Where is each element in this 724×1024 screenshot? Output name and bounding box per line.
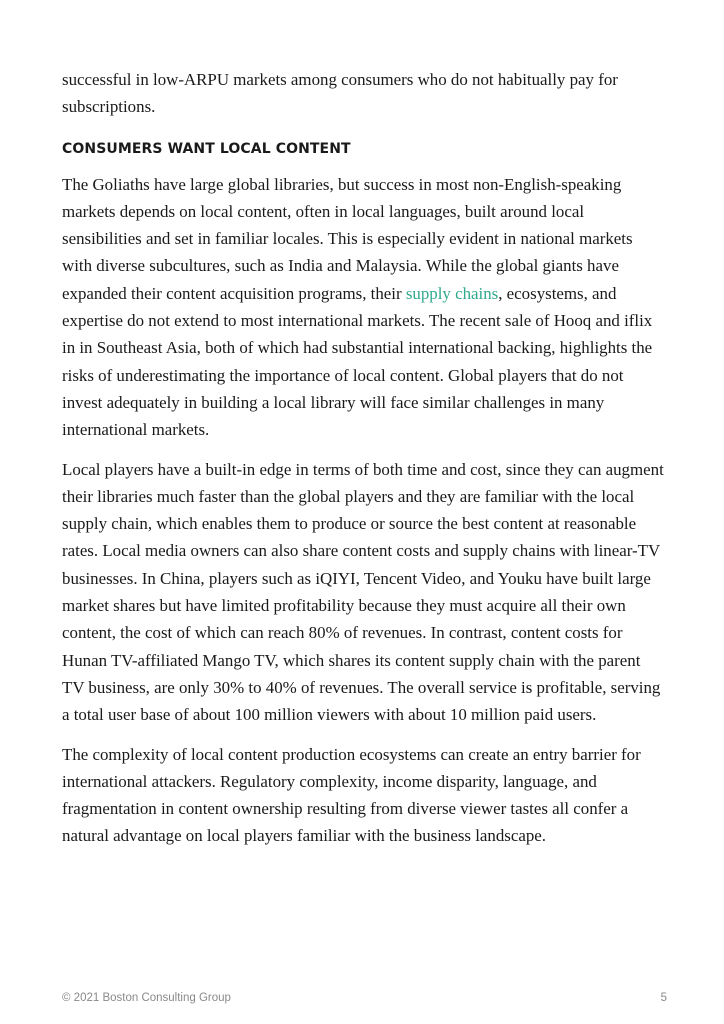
paragraph-goliaths-text-b: , ecosystems, and expertise do not extend to most international markets. The recent sale of Hooq and iflix in in Southeast Asia, both of which had substantial international backing, highlights the risks of underestimating the importance of local content. Global players that do not invest adequately in building a local library will face similar challenges in many international markets. — [62, 283, 653, 440]
paragraph-local-players: Local players have a built-in edge in terms of both time and cost, since they can augment their libraries much faster than the global players and they are familiar with the local supply chain, which enables them to produce or source the best content at reasonable rates. Local media owners can also share content costs and supply chains with linear-TV businesses. In China, players such as iQIYI, Tencent Video, and Youku have built large market shares but have limited profitability because they must acquire all their own content, the cost of which can reach 80% of revenues. In contrast, content costs for Hunan TV-affiliated Mango TV, which shares its content supply chain with the parent TV business, are only 30% to 40% of revenues. The overall service is profitable, serving a total user base of about 100 million viewers with about 10 million paid users. — [62, 459, 664, 725]
paragraph-goliaths — [62, 171, 666, 444]
intro-paragraph: successful in low-ARPU markets among consumers who do not habitually pay for subscriptions. — [62, 70, 618, 117]
document-body — [62, 66, 666, 850]
footer-page-number: 5 — [660, 992, 667, 1004]
supply-chains-link[interactable]: supply chains — [405, 283, 499, 303]
section-heading: CONSUMERS WANT LOCAL CONTENT — [62, 140, 351, 157]
paragraph-goliaths-text-a: The Goliaths have large global libraries, but success in most non-English-speaking markets depends on local content, often in local languages, built around local sensibilities and set in familiar locales. This is especially evident in national markets with diverse subcultures, such as India and Malaysia. While the global giants have expanded their content acquisition programs, their — [62, 174, 633, 303]
footer-copyright: © 2021 Boston Consulting Group — [62, 992, 231, 1004]
paragraph-complexity: The complexity of local content production ecosystems can create an entry barrier for international attackers. Regulatory complexity, income disparity, language, and fragmentation in content ownership resulting from diverse viewer tastes all confer a natural advantage on local players familiar with the business landscape. — [62, 744, 641, 846]
